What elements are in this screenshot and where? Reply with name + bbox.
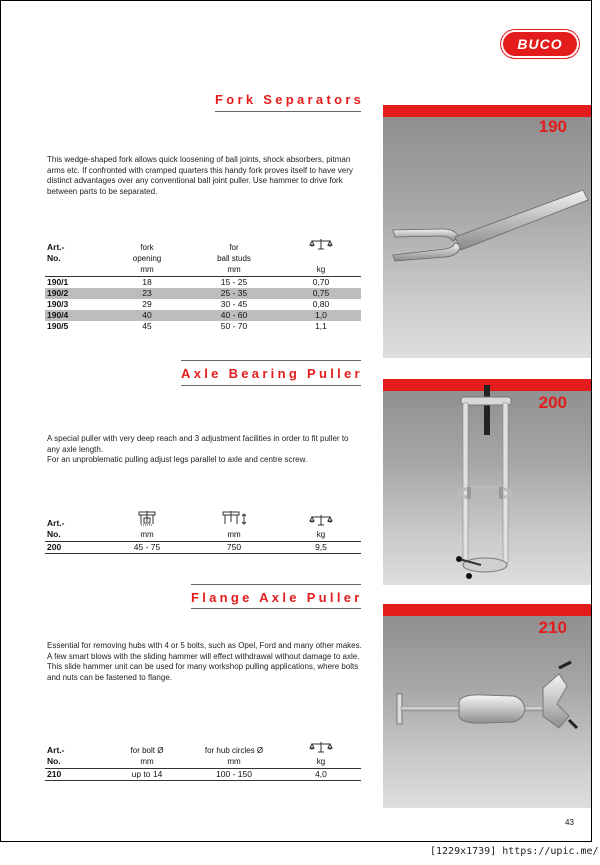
product-photo-fork-separator: [383, 105, 591, 358]
cell-hub-circles: 100 - 150: [187, 768, 281, 780]
axle-bearing-puller-image: [383, 379, 591, 585]
description-paragraph: Essential for removing hubs with 4 or 5 bolts, such as Opel, Ford and many other makes.: [47, 641, 362, 650]
cell-weight: 0,80: [312, 299, 330, 309]
buco-logo: BUCO: [503, 32, 577, 56]
cell-opening: 23: [107, 288, 187, 299]
header-fork: fork: [140, 243, 154, 252]
table-row: [45, 768, 361, 780]
header-no: No.: [47, 253, 61, 263]
cell-weight: 4,0: [281, 768, 361, 780]
unit-mm: mm: [187, 756, 281, 769]
fork-separator-image: [383, 105, 591, 358]
header-opening: opening: [132, 254, 162, 263]
table-row: [45, 321, 361, 332]
table-row: [45, 541, 361, 553]
title-rule: [191, 608, 361, 609]
cell-opening: 18: [142, 277, 152, 287]
cell-ball-studs: 15 - 25: [220, 277, 248, 287]
table-units-row: [45, 264, 361, 277]
header-for-hub-circles: for hub circles Ø: [204, 746, 264, 755]
description-paragraph: A special puller with very deep reach and 3 adjustment facilities in order to fit puller to any axle length.: [47, 434, 349, 454]
cell-opening: 45: [142, 321, 152, 331]
cell-art: 200: [45, 541, 107, 553]
description-flange-axle-puller: [47, 641, 362, 683]
cell-ball-studs: 30 - 45: [220, 299, 248, 309]
spec-table-fork-separators: [45, 238, 361, 332]
title-rule: [191, 584, 361, 585]
cell-ball-studs: 40 - 60: [187, 310, 281, 321]
cell-opening: 29: [142, 299, 152, 309]
section-title-flange-axle-puller: Flange Axle Puller: [191, 590, 363, 605]
description-paragraph: This slide hammer unit can be used for many workshop pulling applications, where bolts and nuts can be fastened to flange.: [47, 662, 359, 682]
product-photo-flange-axle-puller: [383, 604, 591, 808]
description-fork-separators: [47, 155, 362, 197]
table-header-row: [45, 741, 361, 756]
header-no: No.: [45, 529, 107, 542]
table-units-row: [45, 529, 361, 542]
cell-weight: 0,75: [281, 288, 361, 299]
unit-mm: mm: [107, 529, 187, 542]
unit-mm: mm: [107, 264, 187, 277]
section-title-fork-separators: Fork Separators: [215, 92, 365, 107]
header-art: Art.-: [47, 745, 65, 755]
title-rule: [215, 111, 361, 112]
table-row: [45, 276, 361, 288]
cell-weight: 1,1: [315, 321, 327, 331]
unit-mm: mm: [187, 529, 281, 542]
table-row: [45, 310, 361, 321]
cell-art: 190/4: [45, 310, 107, 321]
cell-art: 190/5: [47, 321, 69, 331]
header-reach: [107, 510, 187, 529]
section-title-axle-bearing-puller: Axle Bearing Puller: [181, 366, 363, 381]
description-paragraph: For an unproblematic pulling adjust legs parallel to axle and centre screw.: [47, 455, 308, 464]
unit-mm: mm: [107, 756, 187, 769]
title-rule: [181, 360, 361, 361]
header-for-bolt: for bolt Ø: [130, 746, 164, 755]
cell-reach: 45 - 75: [107, 541, 187, 553]
description-paragraph: This wedge-shaped fork allows quick loosening of ball joints, shock absorbers, pitman arms etc. If confronted with cramped quarters this handy fork proves itself to have very distinct advantages over any conventional ball joint puller. Use hammer to drive fork between parts to be separated.: [47, 155, 353, 196]
spec-table-axle-bearing-puller: [45, 510, 361, 554]
scale-icon: [309, 741, 333, 756]
table-units-row: [45, 756, 361, 769]
cell-bolt: up to 14: [107, 768, 187, 780]
puller-reach-depth-icon: [219, 510, 249, 529]
product-photo-axle-bearing-puller: [383, 379, 591, 585]
table-row: [45, 299, 361, 310]
product-number: 210: [538, 618, 567, 637]
table-header-row: [45, 510, 361, 529]
description-paragraph: A few smart blows with the sliding hammer will effect withdrawal without damage to axle.: [47, 651, 360, 661]
spec-table-flange-axle-puller: [45, 741, 361, 781]
unit-kg: kg: [281, 529, 361, 542]
scale-icon: [309, 238, 333, 253]
table-header-row: [45, 253, 361, 264]
unit-kg: kg: [281, 264, 361, 277]
puller-jaw-opening-icon: [135, 510, 159, 529]
cell-weight: 0,70: [312, 277, 330, 287]
unit-mm: mm: [187, 264, 281, 277]
table-row: [45, 288, 361, 299]
header-weight: [281, 510, 361, 529]
cell-ball-studs: 50 - 70: [220, 321, 248, 331]
header-depth: [187, 510, 281, 529]
page-number: 43: [565, 818, 574, 827]
cell-weight: 9,5: [281, 541, 361, 553]
cell-depth: 750: [187, 541, 281, 553]
cell-opening: 40: [107, 310, 187, 321]
description-axle-bearing-puller: [47, 434, 362, 466]
header-weight: [281, 238, 361, 253]
header-art: Art.-: [47, 242, 65, 252]
header-for: for: [229, 243, 239, 252]
header-art: Art.-: [47, 518, 65, 528]
cell-ball-studs: 25 - 35: [187, 288, 281, 299]
product-number: 200: [538, 393, 567, 412]
cell-art: 190/2: [45, 288, 107, 299]
product-number: 190: [538, 117, 567, 136]
cell-art: 190/1: [47, 277, 69, 287]
cell-art: 210: [45, 768, 107, 780]
cell-weight: 1,0: [281, 310, 361, 321]
cell-art: 190/3: [47, 299, 69, 309]
header-weight: [281, 741, 361, 756]
header-ball-studs: ball studs: [217, 254, 251, 263]
unit-kg: kg: [281, 756, 361, 769]
table-header-row: [45, 238, 361, 253]
flange-axle-puller-image: [383, 604, 591, 808]
watermark-text: [1229x1739] https://upic.me/: [430, 846, 599, 857]
title-rule: [181, 385, 361, 386]
scale-icon: [309, 514, 333, 529]
header-no: No.: [45, 756, 107, 769]
